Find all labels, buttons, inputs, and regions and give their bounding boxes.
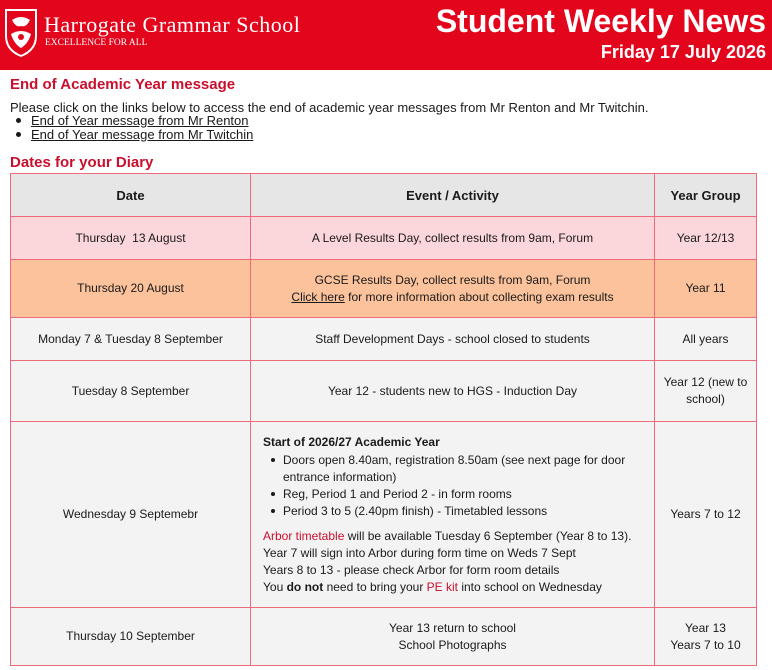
row-event-line: Year 13 return to school <box>389 620 516 635</box>
table-row <box>11 260 757 318</box>
row-year-line: Years 7 to 10 <box>670 637 741 652</box>
bullet-icon <box>16 132 21 137</box>
row-date: Wednesday 9 Septemebr <box>11 422 251 608</box>
pe-kit-link[interactable]: PE kit <box>426 579 458 594</box>
row-year-group: Year 12/13 <box>655 217 757 260</box>
pe-kit-text-d: into school on Wednesday <box>458 579 602 594</box>
row-event-text: GCSE Results Day, collect results from 9am, Forum <box>314 272 591 287</box>
row-event: Year 12 - students new to HGS - Induction Day <box>251 361 655 422</box>
row-date: Monday 7 & Tuesday 8 September <box>11 318 251 361</box>
row-event: Staff Development Days - school closed to students <box>251 318 655 361</box>
row-event <box>251 608 655 666</box>
table-row <box>11 422 757 608</box>
row-year-group: All years <box>655 318 757 361</box>
academic-year-list <box>271 452 646 520</box>
diary-table <box>10 173 757 666</box>
diary-heading: Dates for your Diary <box>10 154 154 171</box>
twitchin-message-link[interactable]: End of Year message from Mr Twitchin <box>31 126 254 142</box>
row-year-line: Year 13 <box>685 620 726 635</box>
end-of-year-heading: End of Academic Year message <box>10 76 236 93</box>
table-row <box>11 318 757 361</box>
pe-kit-text-a: You <box>263 579 287 594</box>
list-item-text: Reg, Period 1 and Period 2 - in form rooms <box>283 486 512 501</box>
pe-kit-emphasis: do not <box>286 579 324 594</box>
row-event <box>251 422 655 608</box>
row-event-line: School Photographs <box>398 637 507 652</box>
row-year-group: Year 12 (new to school) <box>655 361 757 422</box>
list-item <box>271 486 646 503</box>
end-of-year-links <box>16 113 253 141</box>
row-year-group <box>655 608 757 666</box>
list-item-text: Period 3 to 5 (2.40pm finish) - Timetabled lessons <box>283 503 548 518</box>
row-event <box>251 260 655 318</box>
pe-kit-note <box>263 579 646 596</box>
school-crest-icon <box>2 6 40 58</box>
list-item <box>16 113 253 127</box>
row-year-group: Year 11 <box>655 260 757 318</box>
list-item <box>271 503 646 520</box>
newsletter-title: Student Weekly News <box>435 3 766 39</box>
bullet-icon <box>16 118 21 123</box>
bullet-icon <box>271 492 275 496</box>
list-item-text: Doors open 8.40am, registration 8.50am (see next page for door entrance information) <box>283 452 626 484</box>
column-header-date: Date <box>11 174 251 217</box>
arbor-timetable-link[interactable]: Arbor timetable <box>263 528 345 543</box>
arbor-form-room-note: Years 8 to 13 - please check Arbor for form room details <box>263 562 560 577</box>
table-row <box>11 608 757 666</box>
row-event-extra: for more information about collecting exam results <box>344 289 614 304</box>
table-row <box>11 217 757 260</box>
header-banner <box>0 0 772 70</box>
row-year-group: Years 7 to 12 <box>655 422 757 608</box>
academic-year-title: Start of 2026/27 Academic Year <box>263 434 440 449</box>
row-event-more <box>257 289 648 306</box>
renton-message-link[interactable]: End of Year message from Mr Renton <box>31 112 249 128</box>
row-date: Thursday 13 August <box>11 217 251 260</box>
table-header-row <box>11 174 757 217</box>
school-name: Harrogate Grammar School <box>44 12 301 37</box>
row-date: Thursday 10 September <box>11 608 251 666</box>
row-date: Tuesday 8 September <box>11 361 251 422</box>
arbor-timetable-note <box>263 528 646 545</box>
bullet-icon <box>271 509 275 513</box>
exam-results-info-link[interactable]: Click here <box>291 289 345 304</box>
list-item <box>16 127 253 141</box>
end-of-year-intro: Please click on the links below to access the end of academic year messages from Mr Renton and Mr Twitchin. <box>10 100 649 115</box>
arbor-timetable-text: will be available Tuesday 6 September (Year 8 to 13). <box>344 528 632 543</box>
school-motto: EXCELLENCE FOR ALL <box>45 38 148 48</box>
row-date: Thursday 20 August <box>11 260 251 318</box>
newsletter-date: Friday 17 July 2026 <box>600 42 766 62</box>
column-header-event: Event / Activity <box>251 174 655 217</box>
arbor-year7-note: Year 7 will sign into Arbor during form time on Weds 7 Sept <box>263 545 576 560</box>
row-event: A Level Results Day, collect results from 9am, Forum <box>251 217 655 260</box>
bullet-icon <box>271 458 275 462</box>
list-item <box>271 452 646 486</box>
table-row <box>11 361 757 422</box>
column-header-year-group: Year Group <box>655 174 757 217</box>
pe-kit-text-c: need to bring your <box>323 579 427 594</box>
